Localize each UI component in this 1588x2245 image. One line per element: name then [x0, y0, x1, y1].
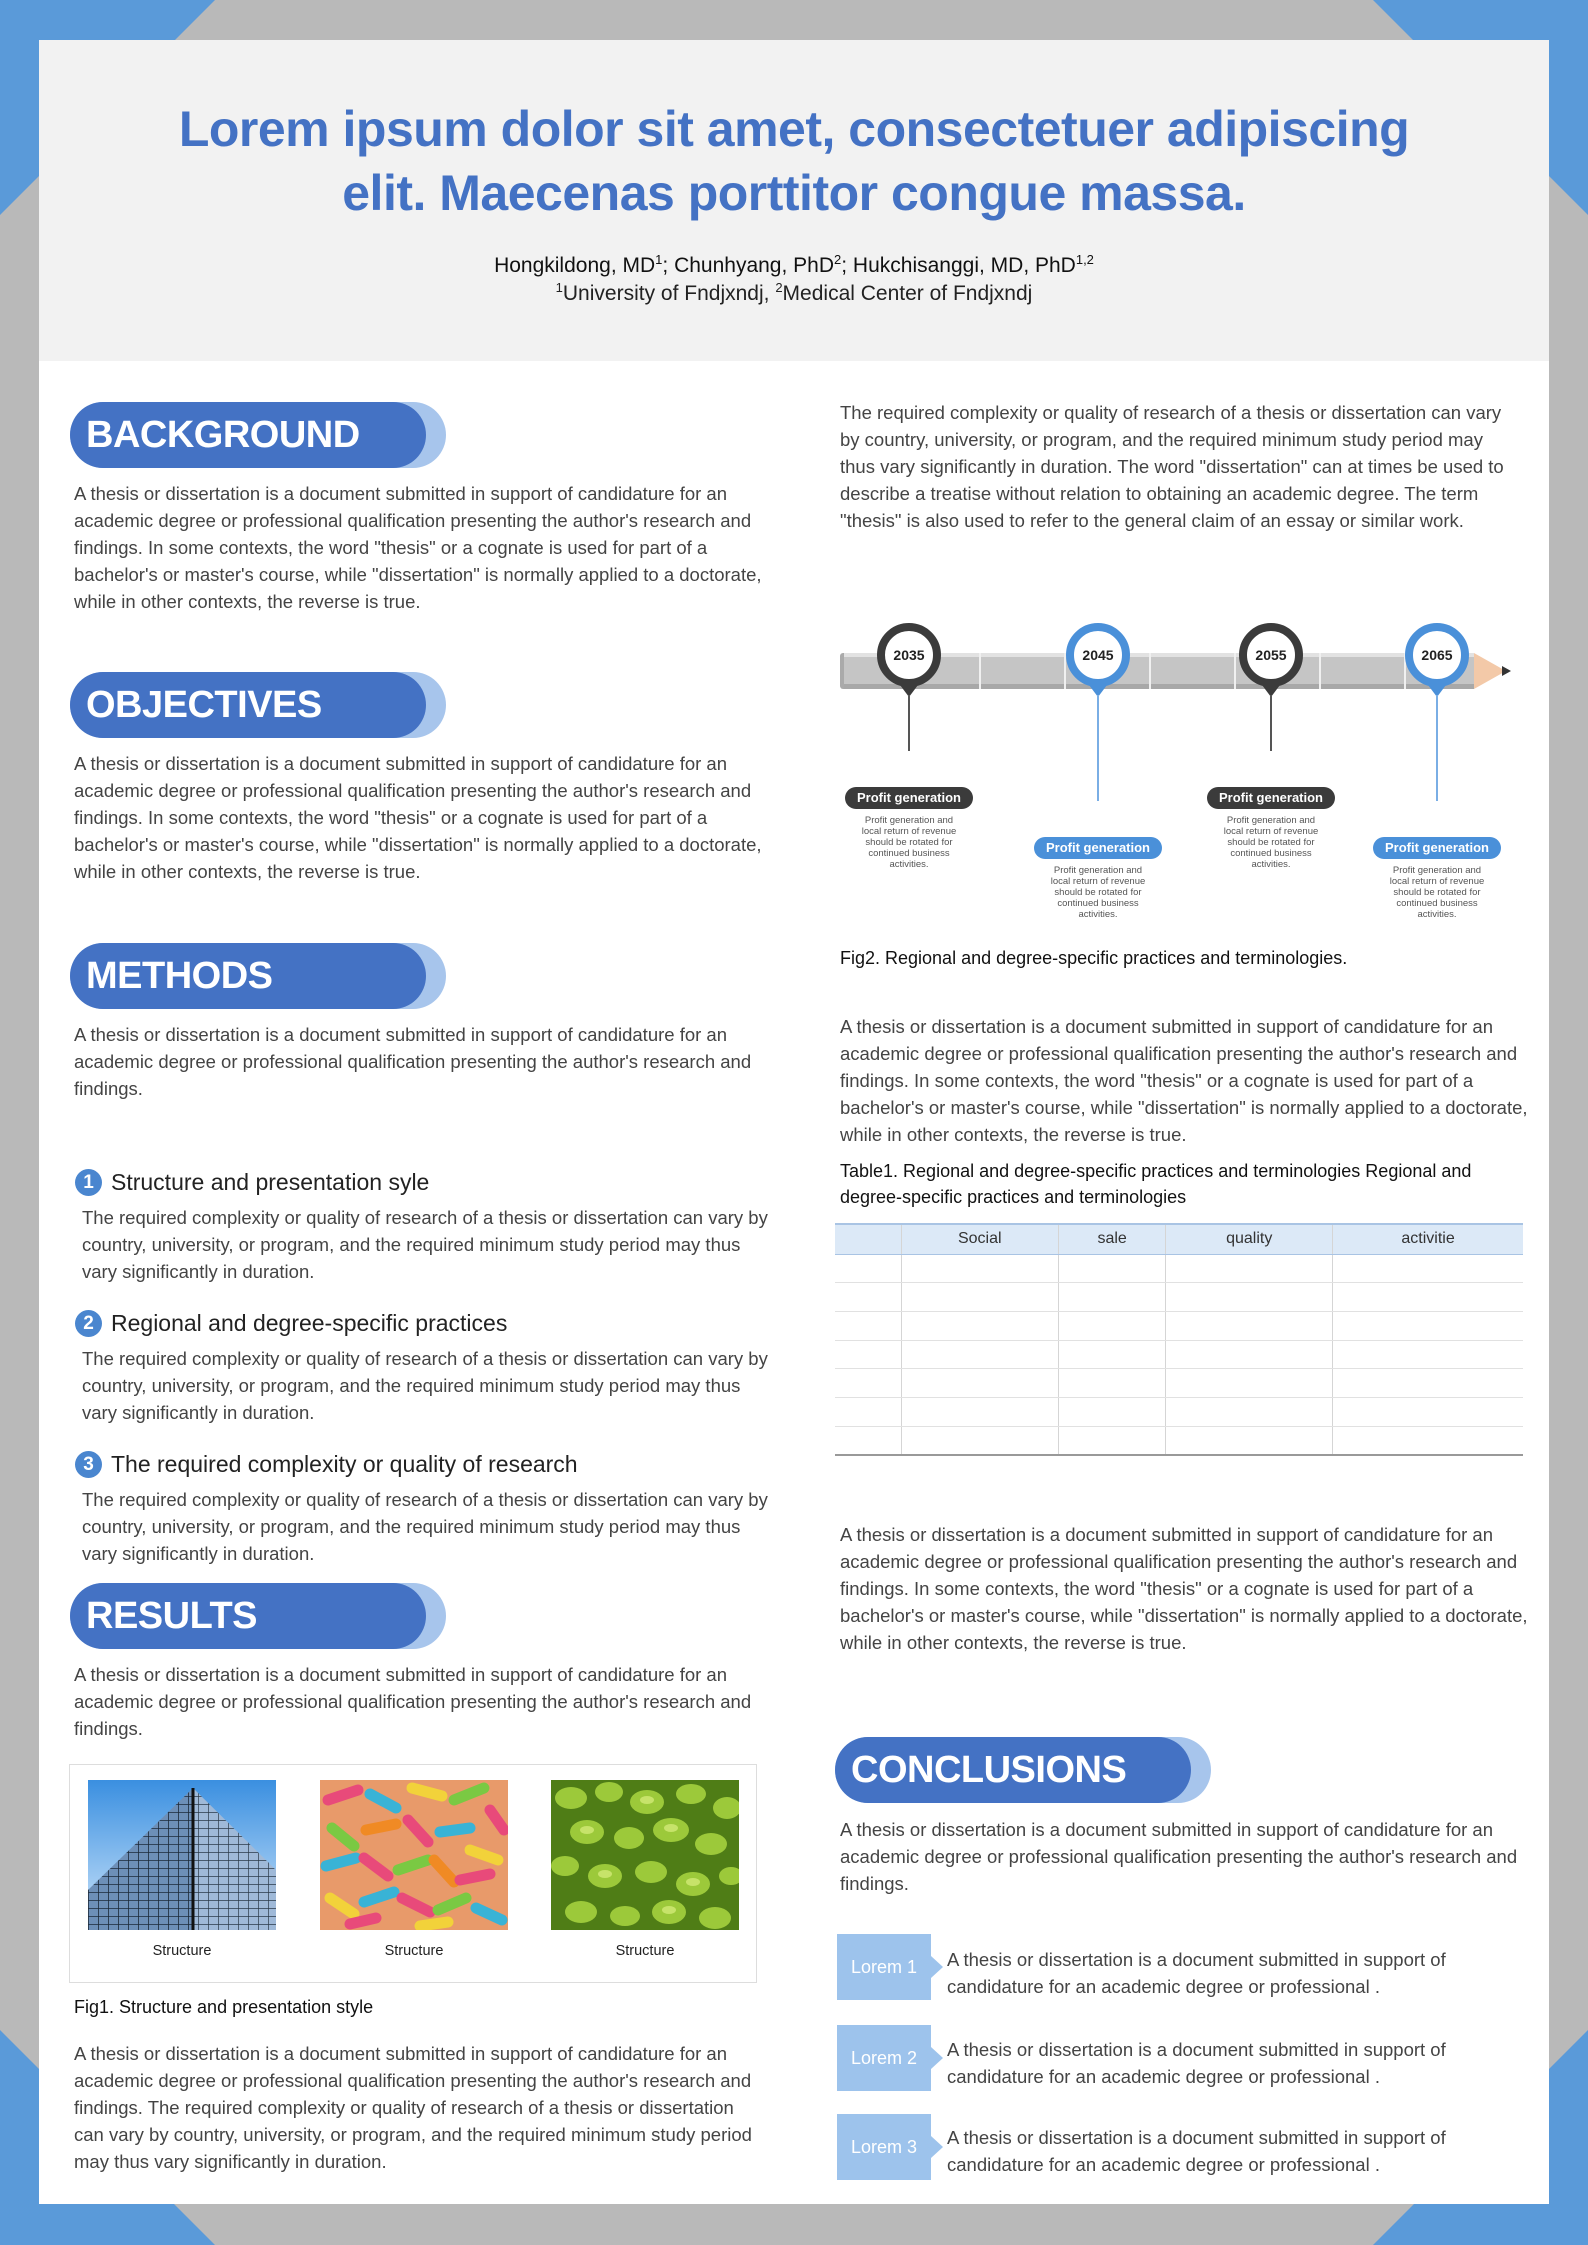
- colorful-candy-image: [320, 1780, 508, 1930]
- table-cell: [1166, 1426, 1333, 1455]
- building-illustration: [88, 1780, 276, 1930]
- conclusion-text-2: A thesis or dissertation is a document submitted in support of candidature for an academic degree or professional .: [947, 2039, 1446, 2087]
- leaves-illustration: [551, 1780, 739, 1930]
- timeline-pin-2035: 2035: [877, 623, 941, 687]
- timeline-desc: Profit generation and local return of revenue should be rotated for continued business activities.: [1050, 865, 1146, 920]
- table-cell: [835, 1426, 901, 1455]
- timeline-desc: Profit generation and local return of revenue should be rotated for continued business activities.: [1389, 865, 1485, 920]
- table-cell: [1166, 1397, 1333, 1426]
- timeline-divider: [979, 653, 981, 689]
- timeline-label: Profit generation: [1207, 787, 1335, 809]
- table-cell: [835, 1397, 901, 1426]
- method-item-2-heading: [75, 1308, 507, 1338]
- title-line-1: Lorem ipsum dolor sit amet, consectetuer adipiscing: [178, 101, 1410, 157]
- objectives-text: A thesis or dissertation is a document submitted in support of candidature for an academic degree or professional qualification presenting the author's research and findings. In some contexts, the word "thesis" or a cognate is used for part of a bachelor's or master's course, while "dissertation" is normally applied to a doctorate, while in other contexts, the reverse is true.: [74, 753, 762, 882]
- table-header-cell: Social: [901, 1224, 1059, 1254]
- table-cell: [901, 1397, 1059, 1426]
- table-cell: [901, 1369, 1059, 1398]
- table-row: [835, 1397, 1523, 1426]
- table-cell: [835, 1340, 901, 1369]
- pin-line: [908, 695, 910, 751]
- timeline-pin-2045: 2045: [1066, 623, 1130, 687]
- method-item-title: Structure and presentation syle: [111, 1169, 430, 1195]
- figure-label: Structure: [615, 1943, 675, 1959]
- objectives-heading: [70, 672, 446, 738]
- table-row: [835, 1369, 1523, 1398]
- timeline-desc: Profit generation and local return of revenue should be rotated for continued business activities.: [861, 815, 957, 870]
- background-heading: [70, 402, 446, 468]
- heading-pill: RESULTS: [70, 1583, 426, 1649]
- table-cell: [1166, 1369, 1333, 1398]
- building-image: [88, 1780, 276, 1930]
- table-row: [835, 1311, 1523, 1340]
- poster-title: [39, 97, 1549, 225]
- table-header-cell: sale: [1059, 1224, 1166, 1254]
- pin-line: [1436, 695, 1438, 801]
- methods-heading: [70, 943, 446, 1009]
- author-sup: 2: [834, 252, 842, 267]
- author-separator: ;: [662, 254, 675, 277]
- timeline-divider: [1319, 653, 1321, 689]
- figure-1: [69, 1764, 757, 1983]
- timeline-divider: [1149, 653, 1151, 689]
- pin-line: [1270, 695, 1272, 751]
- timeline-pin-2065: 2065: [1405, 623, 1469, 687]
- fig2-caption: Fig2. Regional and degree-specific practices and terminologies.: [840, 948, 1348, 968]
- pin-line: [1097, 695, 1099, 801]
- poster-header: [39, 40, 1549, 361]
- poster-sheet: [39, 40, 1549, 2204]
- table-cell: [1333, 1369, 1523, 1398]
- table-cell: [901, 1254, 1059, 1283]
- title-line-2: elit. Maecenas porttitor congue massa.: [342, 165, 1246, 221]
- affiliation: University of Fndjxndj: [562, 282, 764, 305]
- table-cell: [901, 1311, 1059, 1340]
- method-item-3-heading: [75, 1449, 578, 1479]
- method-item-3-text: The required complexity or quality of research of a thesis or dissertation can vary by country, university, or program, and the required minimum study period may thus vary significantly in duration.: [82, 1489, 768, 1564]
- conclusion-tag-3: Lorem 3: [837, 2114, 931, 2180]
- affiliations: [39, 280, 1549, 307]
- affil-separator: ,: [763, 282, 776, 305]
- table-cell: [835, 1283, 901, 1312]
- green-leaves-image: [551, 1780, 739, 1930]
- table-cell: [1059, 1426, 1166, 1455]
- table-cell: [1059, 1283, 1166, 1312]
- number-badge: 3: [75, 1451, 102, 1478]
- author-separator: ;: [841, 254, 853, 277]
- right-intro-text: The required complexity or quality of research of a thesis or dissertation can vary by country, university, or program, and the required minimum study period may thus vary significantly in duration. The word "dissertation" can at times be used to describe a treatise without relation to obtaining an academic degree. The term "thesis" is also used to refer to the general claim of an essay or similar work.: [840, 402, 1504, 531]
- author: Chunhyang, PhD: [674, 254, 835, 277]
- author-sup: 1,2: [1075, 252, 1094, 267]
- conclusion-tag-2: Lorem 2: [837, 2025, 931, 2091]
- timeline-label: Profit generation: [1034, 837, 1162, 859]
- results-intro: A thesis or dissertation is a document submitted in support of candidature for an academic degree or professional qualification presenting the author's research and findings.: [74, 1664, 752, 1739]
- timeline-label: Profit generation: [1373, 837, 1501, 859]
- right-text-2: A thesis or dissertation is a document submitted in support of candidature for an academic degree or professional qualification presenting the author's research and findings. In some contexts, the word "thesis" or a cognate is used for part of a bachelor's or master's course, while "dissertation" is normally applied to a doctorate, while in other contexts, the reverse is true.: [840, 1016, 1528, 1145]
- method-item-title: The required complexity or quality of research: [111, 1451, 578, 1477]
- table-cell: [1333, 1283, 1523, 1312]
- conclusion-tag-1: Lorem 1: [837, 1934, 931, 2000]
- timeline-pin-2055: 2055: [1239, 623, 1303, 687]
- number-badge: 2: [75, 1310, 102, 1337]
- method-item-2-text: The required complexity or quality of research of a thesis or dissertation can vary by country, university, or program, and the required minimum study period may thus vary significantly in duration.: [82, 1348, 768, 1423]
- table-header-cell: quality: [1166, 1224, 1333, 1254]
- timeline-figure: [834, 577, 1524, 927]
- table-cell: [1333, 1340, 1523, 1369]
- conclusions-heading: [835, 1737, 1211, 1803]
- table-cell: [1166, 1311, 1333, 1340]
- table-header-cell: [835, 1224, 901, 1254]
- table-cell: [1059, 1340, 1166, 1369]
- results-heading: [70, 1583, 446, 1649]
- conclusion-text-1: A thesis or dissertation is a document submitted in support of candidature for an academic degree or professional .: [947, 1949, 1446, 1997]
- authors: [39, 252, 1549, 279]
- number-badge: 1: [75, 1169, 102, 1196]
- affil-sup: 1: [555, 280, 563, 295]
- right-text-3: A thesis or dissertation is a document submitted in support of candidature for an academic degree or professional qualification presenting the author's research and findings. In some contexts, the word "thesis" or a cognate is used for part of a bachelor's or master's course, while "dissertation" is normally applied to a doctorate, while in other contexts, the reverse is true.: [840, 1524, 1528, 1653]
- table-header-cell: activitie: [1333, 1224, 1523, 1254]
- table-header-row: [835, 1224, 1523, 1254]
- table-cell: [1059, 1254, 1166, 1283]
- table-cell: [1166, 1283, 1333, 1312]
- heading-pill: OBJECTIVES: [70, 672, 426, 738]
- table-cell: [1333, 1426, 1523, 1455]
- heading-pill: BACKGROUND: [70, 402, 426, 468]
- timeline-pencil-lead: [1502, 666, 1511, 676]
- table-1: [835, 1223, 1523, 1456]
- figure-label: Structure: [384, 1943, 444, 1959]
- heading-pill: METHODS: [70, 943, 426, 1009]
- table-cell: [835, 1311, 901, 1340]
- conclusions-intro: A thesis or dissertation is a document submitted in support of candidature for an academic degree or professional qualification presenting the author's research and findings.: [840, 1819, 1518, 1894]
- table-row: [835, 1254, 1523, 1283]
- table-cell: [1059, 1311, 1166, 1340]
- timeline-divider: [1234, 653, 1236, 689]
- table-cell: [1166, 1254, 1333, 1283]
- background-text: A thesis or dissertation is a document submitted in support of candidature for an academic degree or professional qualification presenting the author's research and findings. In some contexts, the word "thesis" or a cognate is used for part of a bachelor's or master's course, while "dissertation" is normally applied to a doctorate, while in other contexts, the reverse is true.: [74, 483, 762, 612]
- table-cell: [901, 1426, 1059, 1455]
- conclusion-text-3: A thesis or dissertation is a document submitted in support of candidature for an academic degree or professional .: [947, 2127, 1446, 2175]
- fig1-caption: Fig1. Structure and presentation style: [74, 1997, 374, 2017]
- table-cell: [1059, 1397, 1166, 1426]
- table-cell: [901, 1283, 1059, 1312]
- heading-pill: CONCLUSIONS: [835, 1737, 1191, 1803]
- method-item-1-text: The required complexity or quality of research of a thesis or dissertation can vary by country, university, or program, and the required minimum study period may thus vary significantly in duration.: [82, 1207, 768, 1282]
- timeline-label: Profit generation: [845, 787, 973, 809]
- table-row: [835, 1340, 1523, 1369]
- table-cell: [1333, 1254, 1523, 1283]
- author: Hongkildong, MD: [494, 254, 656, 277]
- table-cell: [835, 1254, 901, 1283]
- author-sup: 1: [655, 252, 663, 267]
- table-cell: [1166, 1340, 1333, 1369]
- table-row: [835, 1283, 1523, 1312]
- table-cell: [1333, 1397, 1523, 1426]
- method-item-title: Regional and degree-specific practices: [111, 1310, 508, 1336]
- table1-caption: Table1. Regional and degree-specific practices and terminologies Regional and degree-specific practices and terminologies: [840, 1161, 1472, 1207]
- table-cell: [901, 1340, 1059, 1369]
- table-cell: [835, 1369, 901, 1398]
- figure-label: Structure: [152, 1943, 212, 1959]
- methods-intro: A thesis or dissertation is a document submitted in support of candidature for an academic degree or professional qualification presenting the author's research and findings.: [74, 1024, 752, 1099]
- affil-sup: 2: [775, 280, 783, 295]
- candy-illustration: [320, 1780, 508, 1930]
- table-cell: [1059, 1369, 1166, 1398]
- table-row: [835, 1426, 1523, 1455]
- affiliation: Medical Center of Fndjxndj: [782, 282, 1033, 305]
- results-closing-text: A thesis or dissertation is a document submitted in support of candidature for an academic degree or professional qualification presenting the author's research and findings. The required complexity or quality of research of a thesis or dissertation can vary by country, university, or program, and the required minimum study period may thus vary significantly in duration.: [74, 2043, 752, 2172]
- timeline-desc: Profit generation and local return of revenue should be rotated for continued business activities.: [1223, 815, 1319, 870]
- author: Hukchisanggi, MD, PhD: [852, 254, 1076, 277]
- method-item-1-heading: [75, 1167, 429, 1197]
- table-cell: [1333, 1311, 1523, 1340]
